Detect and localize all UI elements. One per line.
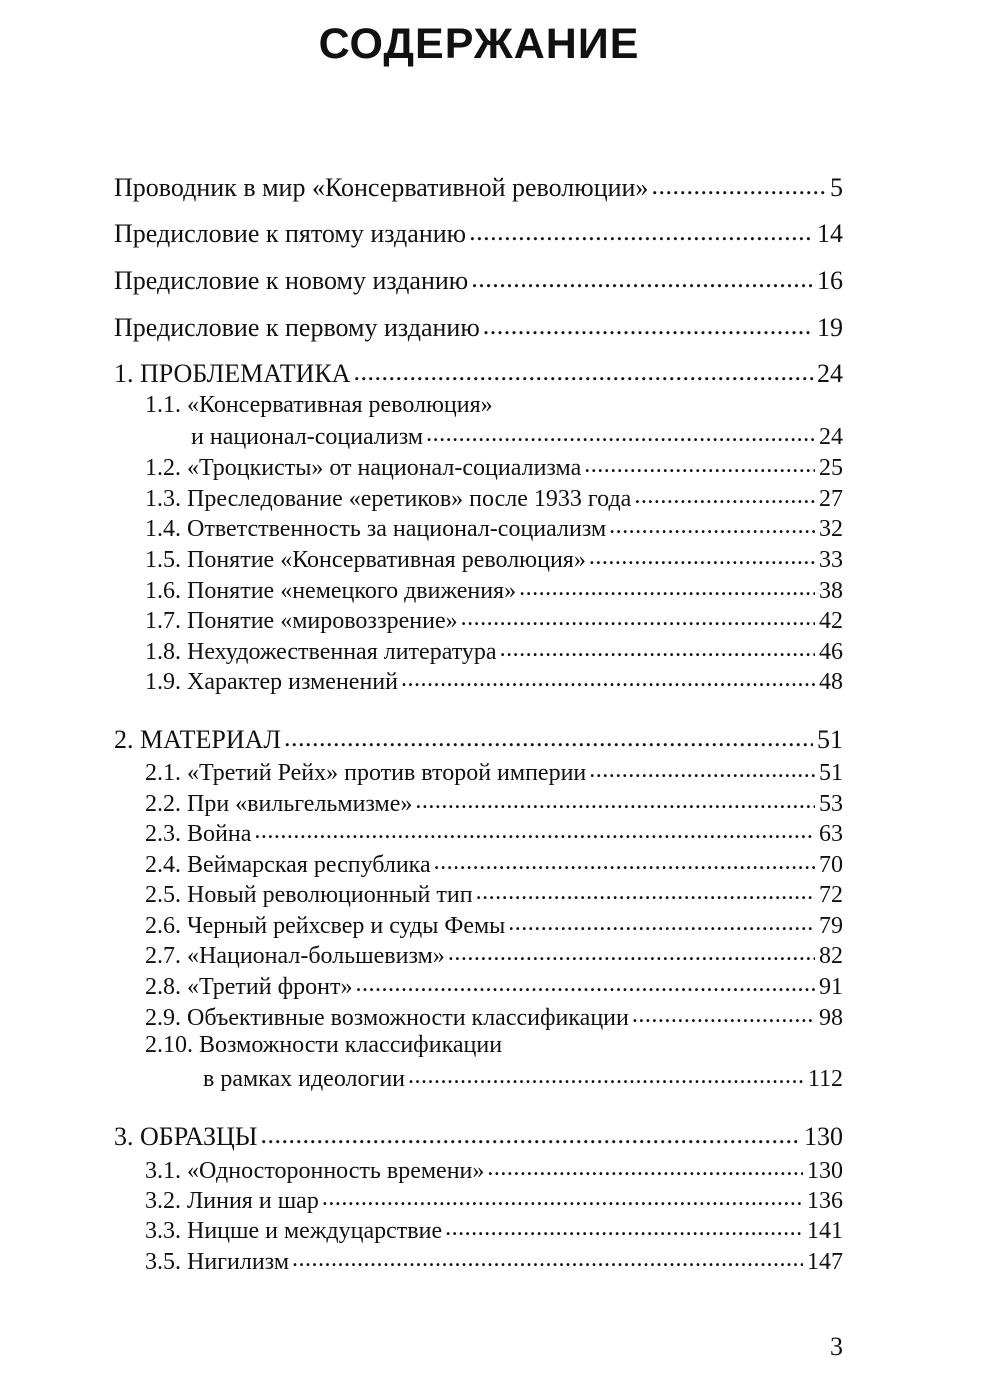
toc-leader-dots (434, 848, 815, 872)
toc-entry-label: 3.1. «Односторонность времени» (145, 1158, 485, 1184)
toc-entry-page: 112 (807, 1066, 843, 1092)
toc-entry-label: 2.7. «Национал-большевизм» (145, 943, 445, 969)
toc-entry-page: 48 (819, 669, 843, 695)
toc-entry-label: Предисловие к новому изданию (114, 266, 469, 295)
toc-entry[interactable] (145, 1154, 843, 1185)
toc-entry-label: 2.3. Война (145, 821, 252, 847)
toc-entry[interactable] (145, 1001, 843, 1032)
toc-entry-page: 24 (819, 424, 843, 450)
toc-entry-page: 16 (817, 266, 843, 295)
toc-entry-label: Предисловие к первому изданию (114, 313, 480, 342)
toc-entry-label: 3.3. Ницше и междуцарствие (145, 1218, 443, 1244)
toc-entry[interactable] (191, 420, 843, 451)
toc-leader-dots (476, 878, 815, 902)
toc-section-heading[interactable] (114, 356, 843, 389)
page-number: 3 (830, 1332, 843, 1361)
toc-leader-dots (260, 1119, 800, 1145)
toc-leader-dots (634, 482, 815, 506)
toc-entry-page: 46 (819, 639, 843, 665)
toc-entry-label: 1.5. Понятие «Консервативная революция» (145, 547, 586, 573)
toc-leader-dots (584, 451, 815, 475)
toc-entry[interactable] (145, 574, 843, 605)
toc-entry[interactable] (203, 1062, 843, 1093)
toc-entry[interactable] (114, 263, 843, 296)
toc-leader-dots (471, 263, 813, 289)
toc-entry-page: 33 (819, 547, 843, 573)
toc-leader-dots (426, 420, 815, 444)
toc-entry-page: 25 (819, 455, 843, 481)
toc-leader-dots (408, 1062, 804, 1086)
toc-leader-dots (609, 512, 815, 536)
toc-entry-label: и национал-социализм (191, 424, 424, 450)
toc-entry[interactable] (145, 543, 843, 574)
toc-entry-label: 1. ПРОБЛЕМАТИКА (114, 359, 351, 388)
toc-entry-label: Предисловие к пятому изданию (114, 219, 467, 248)
toc-entry-page: 63 (819, 821, 843, 847)
toc-entry-page: 14 (817, 219, 843, 248)
toc-entry-page: 70 (819, 852, 843, 878)
toc-leader-dots (632, 1001, 815, 1025)
toc-entry-page: 147 (807, 1249, 843, 1275)
toc-entry-label: 1.7. Понятие «мировоззрение» (145, 608, 458, 634)
toc-leader-dots (469, 216, 813, 242)
toc-entry-label: Проводник в мир «Консервативной революции» (114, 173, 649, 202)
toc-entry-label: 2.8. «Третий фронт» (145, 974, 353, 1000)
toc-entry-label: 3. ОБРАЗЦЫ (114, 1122, 258, 1151)
toc-entry-page: 98 (819, 1005, 843, 1031)
toc-entry[interactable] (145, 970, 843, 1001)
toc-entry-page: 53 (819, 791, 843, 817)
toc-entry-page: 136 (807, 1188, 843, 1214)
toc-leader-dots (448, 939, 815, 963)
toc-entry-page: 91 (819, 974, 843, 1000)
toc-entry[interactable] (145, 1245, 843, 1276)
toc-leader-dots (508, 909, 815, 933)
toc-entry-page: 5 (830, 173, 843, 202)
toc-entry-page: 19 (817, 313, 843, 342)
toc-leader-dots (519, 574, 815, 598)
toc-leader-dots (500, 635, 815, 659)
toc-entry[interactable] (145, 878, 843, 909)
toc-entry-label: 1.2. «Троцкисты» от национал-социализма (145, 455, 582, 481)
toc-entry-label: 1.3. Преследование «еретиков» после 1933 года (145, 486, 632, 512)
page-title: СОДЕРЖАНИЕ (318, 20, 640, 68)
toc-section-heading[interactable] (114, 722, 843, 755)
toc-entry-label: 1.8. Нехудожественная литература (145, 639, 497, 665)
toc-leader-dots (487, 1154, 803, 1178)
toc-entry-page: 51 (817, 725, 843, 754)
toc-entry[interactable] (145, 939, 843, 970)
toc-leader-dots (355, 970, 815, 994)
toc-entry-page: 72 (819, 882, 843, 908)
toc-entry-page: 24 (817, 359, 843, 388)
toc-entry-page: 79 (819, 913, 843, 939)
toc-entry-page: 51 (819, 760, 843, 786)
toc-leader-dots (651, 170, 826, 196)
toc-entry[interactable] (145, 756, 843, 787)
toc-entry-label: 3.2. Линия и шар (145, 1188, 319, 1214)
toc-leader-dots (415, 787, 815, 811)
toc-leader-dots (401, 665, 815, 689)
toc-entry-label: 2.5. Новый революционный тип (145, 882, 473, 908)
toc-entry[interactable] (145, 665, 843, 696)
toc-entry[interactable] (145, 604, 843, 635)
toc-leader-dots (483, 310, 813, 336)
toc-entry-page: 141 (807, 1218, 843, 1244)
toc-entry[interactable] (114, 170, 843, 203)
toc-entry[interactable] (145, 512, 843, 543)
toc-leader-dots (292, 1245, 803, 1269)
toc-leader-dots (461, 604, 815, 628)
toc-entry[interactable] (114, 310, 843, 343)
toc-entry-label: 2.9. Объективные возможности классификации (145, 1005, 629, 1031)
toc-leader-dots (322, 1184, 803, 1208)
toc-leader-dots (589, 756, 815, 780)
toc-leader-dots (589, 543, 815, 567)
toc-entry-label: 3.5. Нигилизм (145, 1249, 290, 1275)
toc-entry[interactable] (145, 451, 843, 482)
toc-entry[interactable] (145, 848, 843, 879)
toc-entry[interactable] (145, 909, 843, 940)
toc-leader-dots (254, 817, 815, 841)
toc-entry[interactable] (145, 1214, 843, 1245)
toc-entry[interactable] (145, 787, 843, 818)
toc-entry-page: 32 (819, 516, 843, 542)
toc-entry-label: в рамках идеологии (203, 1066, 406, 1092)
toc-entry-page: 27 (819, 486, 843, 512)
toc-entry-page: 42 (819, 608, 843, 634)
toc-entry-label: 2.6. Черный рейхсвер и суды Фемы (145, 913, 506, 939)
toc-entry[interactable] (145, 1184, 843, 1215)
toc-entry-page: 82 (819, 943, 843, 969)
toc-entry-label: 2.2. При «вильгельмизме» (145, 791, 413, 817)
toc-entry-label: 1.6. Понятие «немецкого движения» (145, 578, 517, 604)
toc-entry-label: 1.4. Ответственность за национал-социализм (145, 516, 607, 542)
toc-entry-label: 2. МАТЕРИАЛ (114, 725, 282, 754)
toc-leader-dots (354, 356, 813, 382)
toc-entry-page: 38 (819, 578, 843, 604)
toc-section-heading[interactable] (114, 1119, 843, 1152)
toc-entry-page: 130 (804, 1122, 843, 1151)
toc-entry[interactable] (145, 635, 843, 666)
toc-entry-label: 1.9. Характер изменений (145, 669, 398, 695)
toc-entry-label: 2.1. «Третий Рейх» против второй империи (145, 760, 587, 786)
toc-entry-label: 2.4. Веймарская республика (145, 852, 431, 878)
toc-leader-dots (284, 722, 813, 748)
toc-entry[interactable] (145, 817, 843, 848)
toc-entry-label-first-line[interactable]: 2.10. Возможности классификации (145, 1032, 503, 1058)
toc-entry-label-first-line[interactable]: 1.1. «Консервативная революция» (145, 392, 493, 418)
toc-entry[interactable] (145, 482, 843, 513)
toc-leader-dots (445, 1214, 803, 1238)
toc-entry[interactable] (114, 216, 843, 249)
toc-entry-page: 130 (807, 1158, 843, 1184)
